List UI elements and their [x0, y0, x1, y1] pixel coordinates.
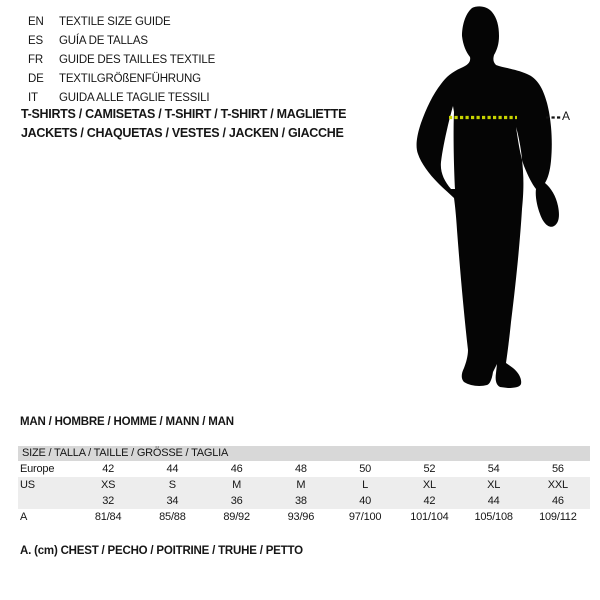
row-label: Europe	[20, 463, 55, 475]
language-title: GUIDA ALLE TAGLIE TESSILI	[59, 92, 210, 104]
language-title: TEXTILE SIZE GUIDE	[59, 16, 171, 28]
table-cell: 46	[230, 463, 243, 475]
table-cell: M	[296, 479, 306, 491]
table-cell: 81/84	[94, 511, 122, 523]
table-cell: 48	[294, 463, 307, 475]
language-title: GUÍA DE TALLAS	[59, 35, 148, 47]
table-row-europe	[18, 461, 590, 477]
language-code: ES	[28, 35, 43, 47]
table-cell: 40	[359, 495, 372, 507]
table-cell: 93/96	[287, 511, 315, 523]
table-cell: L	[362, 479, 369, 491]
language-title: TEXTILGRÖßENFÜHRUNG	[59, 73, 201, 85]
size-table-header: SIZE / TALLA / TAILLE / GRÖSSE / TAGLIA	[18, 446, 590, 461]
language-code: DE	[28, 73, 44, 85]
size-table	[18, 446, 590, 525]
table-cell: 85/88	[159, 511, 186, 523]
product-line-tshirts: T-SHIRTS / CAMISETAS / T-SHIRT / T-SHIRT / MAGLIETTE	[21, 107, 347, 121]
row-label: A	[20, 511, 28, 523]
man-silhouette	[417, 6, 559, 388]
table-cell: 101/104	[410, 511, 449, 523]
table-cell: S	[168, 479, 176, 491]
table-row-a-chest	[18, 509, 590, 525]
language-code: FR	[28, 54, 43, 66]
language-title: GUIDE DES TAILLES TEXTILE	[59, 54, 216, 66]
table-cell: 32	[102, 495, 115, 507]
table-cell: XL	[422, 479, 436, 491]
table-cell: 44	[487, 495, 500, 507]
measure-label-a: A	[562, 109, 571, 123]
table-cell: 38	[294, 495, 307, 507]
table-cell: 46	[551, 495, 564, 507]
table-cell: 50	[359, 463, 372, 475]
row-label: US	[20, 479, 35, 491]
table-cell: 52	[423, 463, 436, 475]
language-code: IT	[28, 92, 38, 104]
footnote-chest: A. (cm) CHEST / PECHO / POITRINE / TRUHE / PETTO	[20, 545, 303, 557]
table-cell: 42	[102, 463, 115, 475]
table-cell: XL	[487, 479, 501, 491]
table-row-us	[18, 477, 590, 493]
table-cell: XXL	[547, 479, 568, 491]
table-row-uk	[18, 493, 590, 509]
table-cell: 42	[423, 495, 436, 507]
product-line-jackets: JACKETS / CHAQUETAS / VESTES / JACKEN / GIACCHE	[21, 126, 344, 140]
table-cell: 54	[487, 463, 500, 475]
table-cell: 44	[166, 463, 179, 475]
section-title-man: MAN / HOMBRE / HOMME / MANN / MAN	[20, 416, 234, 428]
table-cell: 105/108	[474, 511, 513, 523]
table-cell: 56	[551, 463, 564, 475]
language-code: EN	[28, 16, 44, 28]
table-cell: 97/100	[348, 511, 382, 523]
table-cell: XS	[100, 479, 116, 491]
table-cell: M	[232, 479, 242, 491]
table-cell: 34	[166, 495, 179, 507]
table-cell: 109/112	[539, 511, 577, 523]
table-cell: 36	[230, 495, 243, 507]
row-label	[18, 493, 76, 509]
table-cell: 89/92	[223, 511, 250, 523]
